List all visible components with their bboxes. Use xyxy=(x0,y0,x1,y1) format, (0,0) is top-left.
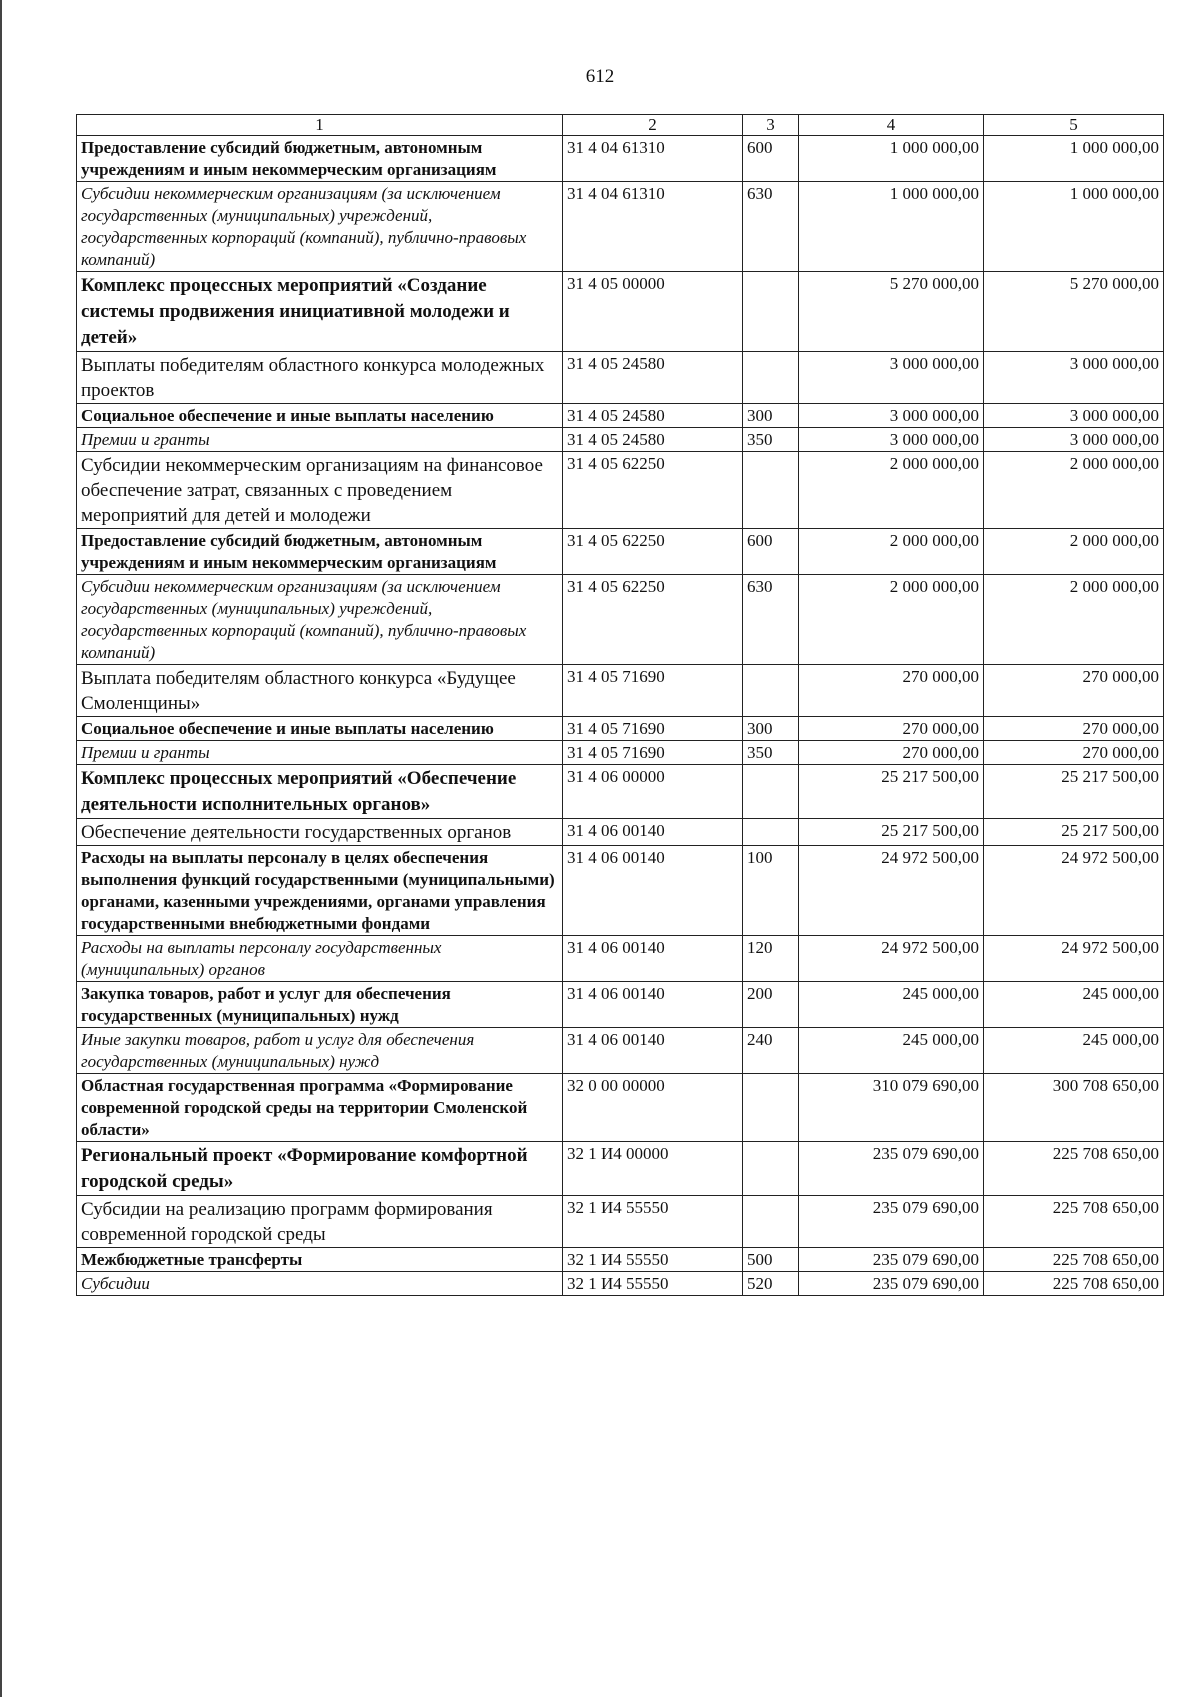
table-row xyxy=(77,352,1164,404)
row-sum-year1-cell: 235 079 690,00 xyxy=(799,1196,984,1248)
row-code-cell: 31 4 06 00000 xyxy=(563,765,743,819)
row-expense-type-cell xyxy=(743,665,799,717)
row-name-cell: Межбюджетные трансферты xyxy=(77,1248,563,1272)
table-row xyxy=(77,1248,1164,1272)
row-code-cell: 31 4 05 00000 xyxy=(563,272,743,352)
row-expense-type-cell xyxy=(743,452,799,529)
row-name-cell: Социальное обеспечение и иные выплаты населению xyxy=(77,717,563,741)
table-row xyxy=(77,1142,1164,1196)
row-name-cell: Выплаты победителям областного конкурса молодежных проектов xyxy=(77,352,563,404)
row-expense-type-cell: 350 xyxy=(743,428,799,452)
table-row xyxy=(77,765,1164,819)
row-code-cell: 31 4 06 00140 xyxy=(563,1028,743,1074)
row-name-cell: Комплекс процессных мероприятий «Создание системы продвижения инициативной молодежи и детей» xyxy=(77,272,563,352)
row-name-cell: Субсидии некоммерческим организациям (за исключением государственных (муниципальных) учреждений, государственных корпораций (компаний), публично-правовых компаний) xyxy=(77,182,563,272)
row-sum-year2-cell: 24 972 500,00 xyxy=(984,936,1164,982)
row-name-cell: Региональный проект «Формирование комфортной городской среды» xyxy=(77,1142,563,1196)
row-name-cell: Субсидии некоммерческим организациям (за исключением государственных (муниципальных) учреждений, государственных корпораций (компаний), публично-правовых компаний) xyxy=(77,575,563,665)
row-sum-year1-cell: 25 217 500,00 xyxy=(799,819,984,846)
row-sum-year1-cell: 235 079 690,00 xyxy=(799,1248,984,1272)
row-sum-year1-cell: 5 270 000,00 xyxy=(799,272,984,352)
row-sum-year2-cell: 3 000 000,00 xyxy=(984,352,1164,404)
row-sum-year2-cell: 225 708 650,00 xyxy=(984,1272,1164,1296)
row-sum-year2-cell: 270 000,00 xyxy=(984,741,1164,765)
row-code-cell: 32 1 И4 55550 xyxy=(563,1196,743,1248)
budget-table xyxy=(76,114,1164,1296)
row-name-cell: Расходы на выплаты персоналу в целях обеспечения выполнения функций государственными (муниципальными) органами, казенными учреждениями, органами управления государственными внебюджетными фондами xyxy=(77,846,563,936)
row-expense-type-cell: 300 xyxy=(743,404,799,428)
row-code-cell: 31 4 05 24580 xyxy=(563,428,743,452)
row-code-cell: 32 1 И4 55550 xyxy=(563,1248,743,1272)
table-row xyxy=(77,982,1164,1028)
row-code-cell: 31 4 06 00140 xyxy=(563,982,743,1028)
row-code-cell: 31 4 06 00140 xyxy=(563,819,743,846)
row-sum-year2-cell: 1 000 000,00 xyxy=(984,136,1164,182)
row-expense-type-cell xyxy=(743,1196,799,1248)
row-expense-type-cell: 200 xyxy=(743,982,799,1028)
row-sum-year1-cell: 24 972 500,00 xyxy=(799,846,984,936)
row-sum-year2-cell: 270 000,00 xyxy=(984,665,1164,717)
row-sum-year1-cell: 235 079 690,00 xyxy=(799,1142,984,1196)
table-row xyxy=(77,1074,1164,1142)
row-code-cell: 32 1 И4 55550 xyxy=(563,1272,743,1296)
row-sum-year1-cell: 3 000 000,00 xyxy=(799,404,984,428)
row-name-cell: Премии и гранты xyxy=(77,428,563,452)
row-code-cell: 32 1 И4 00000 xyxy=(563,1142,743,1196)
table-row xyxy=(77,182,1164,272)
row-code-cell: 31 4 05 24580 xyxy=(563,404,743,428)
header-col-4: 4 xyxy=(799,115,984,136)
row-sum-year2-cell: 225 708 650,00 xyxy=(984,1248,1164,1272)
row-code-cell: 31 4 05 62250 xyxy=(563,452,743,529)
page-number: 612 xyxy=(585,66,615,87)
table-row xyxy=(77,717,1164,741)
row-expense-type-cell: 520 xyxy=(743,1272,799,1296)
table-row xyxy=(77,819,1164,846)
header-col-5: 5 xyxy=(984,115,1164,136)
row-name-cell: Обеспечение деятельности государственных органов xyxy=(77,819,563,846)
row-name-cell: Премии и гранты xyxy=(77,741,563,765)
row-name-cell: Расходы на выплаты персоналу государственных (муниципальных) органов xyxy=(77,936,563,982)
row-sum-year2-cell: 225 708 650,00 xyxy=(984,1196,1164,1248)
row-sum-year1-cell: 3 000 000,00 xyxy=(799,428,984,452)
row-sum-year1-cell: 3 000 000,00 xyxy=(799,352,984,404)
row-sum-year1-cell: 235 079 690,00 xyxy=(799,1272,984,1296)
row-sum-year2-cell: 245 000,00 xyxy=(984,1028,1164,1074)
row-expense-type-cell xyxy=(743,1074,799,1142)
row-name-cell: Предоставление субсидий бюджетным, автономным учреждениям и иным некоммерческим организациям xyxy=(77,136,563,182)
row-sum-year1-cell: 25 217 500,00 xyxy=(799,765,984,819)
row-code-cell: 31 4 04 61310 xyxy=(563,136,743,182)
row-name-cell: Субсидии xyxy=(77,1272,563,1296)
row-sum-year1-cell: 24 972 500,00 xyxy=(799,936,984,982)
row-sum-year1-cell: 1 000 000,00 xyxy=(799,136,984,182)
row-name-cell: Комплекс процессных мероприятий «Обеспечение деятельности исполнительных органов» xyxy=(77,765,563,819)
table-row xyxy=(77,846,1164,936)
row-sum-year2-cell: 270 000,00 xyxy=(984,717,1164,741)
row-code-cell: 31 4 04 61310 xyxy=(563,182,743,272)
row-code-cell: 31 4 05 71690 xyxy=(563,665,743,717)
row-expense-type-cell xyxy=(743,765,799,819)
row-expense-type-cell: 240 xyxy=(743,1028,799,1074)
row-name-cell: Субсидии некоммерческим организациям на финансовое обеспечение затрат, связанных с проведением мероприятий для детей и молодежи xyxy=(77,452,563,529)
row-sum-year1-cell: 270 000,00 xyxy=(799,717,984,741)
scan-border-mark xyxy=(0,0,2,1697)
table-header-row xyxy=(77,115,1164,136)
row-sum-year2-cell: 25 217 500,00 xyxy=(984,819,1164,846)
row-sum-year2-cell: 245 000,00 xyxy=(984,982,1164,1028)
row-name-cell: Предоставление субсидий бюджетным, автономным учреждениям и иным некоммерческим организациям xyxy=(77,529,563,575)
table-row xyxy=(77,936,1164,982)
table-row xyxy=(77,272,1164,352)
row-expense-type-cell: 630 xyxy=(743,182,799,272)
row-sum-year2-cell: 2 000 000,00 xyxy=(984,452,1164,529)
table-row xyxy=(77,428,1164,452)
row-sum-year2-cell: 2 000 000,00 xyxy=(984,575,1164,665)
row-name-cell: Субсидии на реализацию программ формирования современной городской среды xyxy=(77,1196,563,1248)
table-row xyxy=(77,1272,1164,1296)
row-expense-type-cell: 350 xyxy=(743,741,799,765)
row-name-cell: Областная государственная программа «Формирование современной городской среды на территории Смоленской области» xyxy=(77,1074,563,1142)
row-sum-year1-cell: 2 000 000,00 xyxy=(799,575,984,665)
row-expense-type-cell xyxy=(743,352,799,404)
row-sum-year2-cell: 24 972 500,00 xyxy=(984,846,1164,936)
row-sum-year2-cell: 25 217 500,00 xyxy=(984,765,1164,819)
table-row xyxy=(77,529,1164,575)
row-sum-year2-cell: 3 000 000,00 xyxy=(984,428,1164,452)
row-expense-type-cell: 300 xyxy=(743,717,799,741)
table-row xyxy=(77,741,1164,765)
row-code-cell: 31 4 06 00140 xyxy=(563,936,743,982)
row-name-cell: Социальное обеспечение и иные выплаты населению xyxy=(77,404,563,428)
row-expense-type-cell: 500 xyxy=(743,1248,799,1272)
row-sum-year2-cell: 2 000 000,00 xyxy=(984,529,1164,575)
row-expense-type-cell xyxy=(743,272,799,352)
table-row xyxy=(77,404,1164,428)
row-sum-year1-cell: 245 000,00 xyxy=(799,1028,984,1074)
row-code-cell: 31 4 05 62250 xyxy=(563,575,743,665)
row-sum-year2-cell: 5 270 000,00 xyxy=(984,272,1164,352)
row-sum-year1-cell: 270 000,00 xyxy=(799,665,984,717)
row-sum-year1-cell: 1 000 000,00 xyxy=(799,182,984,272)
table-row xyxy=(77,1196,1164,1248)
row-code-cell: 31 4 06 00140 xyxy=(563,846,743,936)
row-expense-type-cell: 120 xyxy=(743,936,799,982)
row-sum-year1-cell: 245 000,00 xyxy=(799,982,984,1028)
row-sum-year1-cell: 2 000 000,00 xyxy=(799,529,984,575)
row-code-cell: 31 4 05 62250 xyxy=(563,529,743,575)
row-code-cell: 32 0 00 00000 xyxy=(563,1074,743,1142)
header-col-2: 2 xyxy=(563,115,743,136)
row-name-cell: Иные закупки товаров, работ и услуг для обеспечения государственных (муниципальных) нужд xyxy=(77,1028,563,1074)
row-name-cell: Выплата победителям областного конкурса «Будущее Смоленщины» xyxy=(77,665,563,717)
row-expense-type-cell xyxy=(743,1142,799,1196)
row-expense-type-cell: 600 xyxy=(743,136,799,182)
row-sum-year2-cell: 3 000 000,00 xyxy=(984,404,1164,428)
row-expense-type-cell: 600 xyxy=(743,529,799,575)
row-sum-year2-cell: 225 708 650,00 xyxy=(984,1142,1164,1196)
header-col-3: 3 xyxy=(743,115,799,136)
row-expense-type-cell xyxy=(743,819,799,846)
row-sum-year1-cell: 270 000,00 xyxy=(799,741,984,765)
row-expense-type-cell: 630 xyxy=(743,575,799,665)
header-col-1: 1 xyxy=(77,115,563,136)
row-code-cell: 31 4 05 24580 xyxy=(563,352,743,404)
row-sum-year1-cell: 2 000 000,00 xyxy=(799,452,984,529)
row-name-cell: Закупка товаров, работ и услуг для обеспечения государственных (муниципальных) нужд xyxy=(77,982,563,1028)
table-row xyxy=(77,575,1164,665)
table-row xyxy=(77,452,1164,529)
row-sum-year1-cell: 310 079 690,00 xyxy=(799,1074,984,1142)
row-code-cell: 31 4 05 71690 xyxy=(563,741,743,765)
row-sum-year2-cell: 300 708 650,00 xyxy=(984,1074,1164,1142)
table-row xyxy=(77,665,1164,717)
row-expense-type-cell: 100 xyxy=(743,846,799,936)
row-code-cell: 31 4 05 71690 xyxy=(563,717,743,741)
table-row xyxy=(77,1028,1164,1074)
row-sum-year2-cell: 1 000 000,00 xyxy=(984,182,1164,272)
table-row xyxy=(77,136,1164,182)
